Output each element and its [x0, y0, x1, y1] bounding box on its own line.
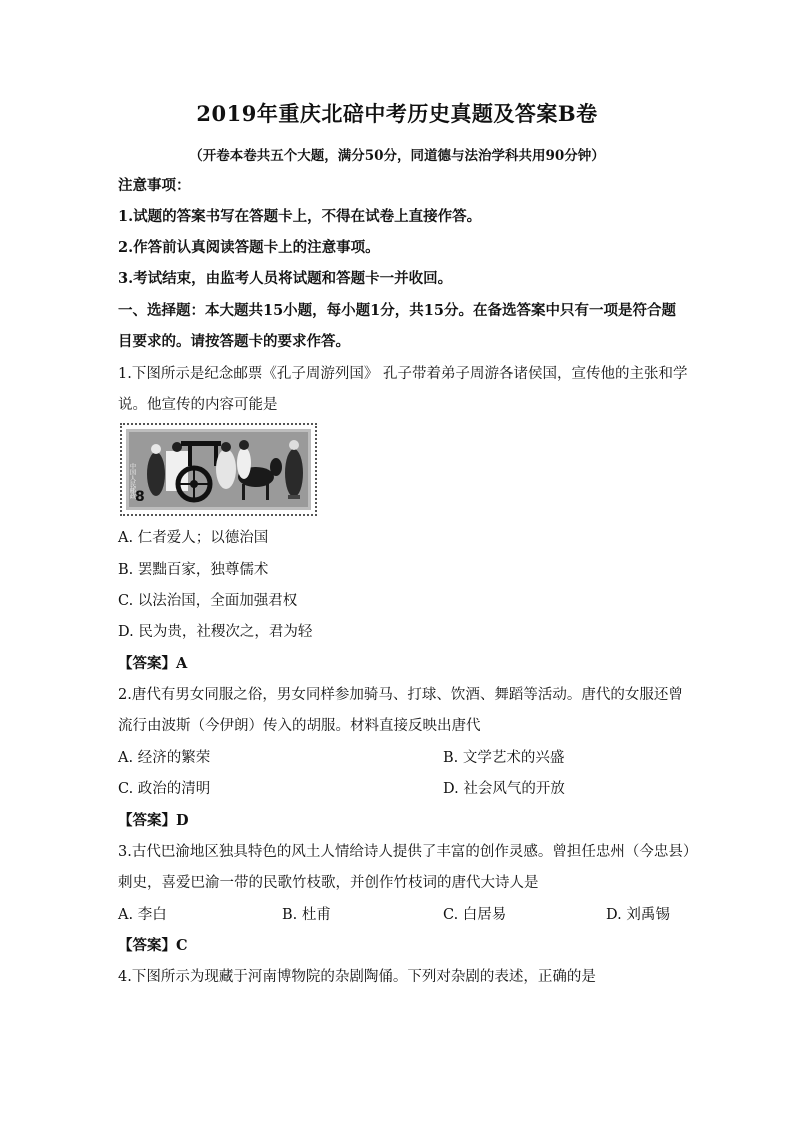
- question-3-answer: 【答案】C: [118, 937, 188, 954]
- question-3-stem-cont: 刺史，喜爱巴渝一带的民歌竹枝歌，并创作竹枝词的唐代大诗人是: [118, 875, 539, 891]
- page-title: 2019年重庆北碚中考历史真题及答案B卷: [196, 101, 598, 126]
- question-1-stem: 1.下图所示是纪念邮票《孔子周游列国》 孔子带着弟子周游各诸侯国，宣传他的主张和学: [118, 366, 688, 382]
- question-3-option-a: A. 李白: [118, 907, 167, 923]
- question-2-answer: 【答案】D: [118, 812, 189, 829]
- question-1-option-a: A. 仁者爱人；以德治国: [118, 530, 269, 546]
- section-heading-cont: 目要求的。请按答题卡的要求作答。: [118, 333, 350, 350]
- question-4-stem: 4.下图所示为现藏于河南博物院的杂剧陶俑。下列对杂剧的表述，正确的是: [118, 969, 596, 985]
- notice-item: 1.试题的答案书写在答题卡上，不得在试卷上直接作答。: [118, 208, 482, 225]
- stamp-country-text: 中国人民邮政: [128, 463, 136, 499]
- question-1-answer: 【答案】A: [118, 655, 188, 672]
- question-1-stem-cont: 说。他宣传的内容可能是: [118, 397, 278, 413]
- exam-subtitle: （开卷本卷共五个大题，满分50分，同道德与法治学科共用90分钟）: [189, 148, 605, 164]
- notice-heading: 注意事项：: [118, 177, 191, 194]
- question-2-option-d: D. 社会风气的开放: [443, 781, 565, 797]
- stamp-illustration: [126, 429, 311, 510]
- stamp-image: [120, 423, 317, 516]
- section-heading: 一、选择题：本大题共15小题，每小题1分，共15分。在备选答案中只有一项是符合题: [118, 302, 676, 319]
- question-1-option-d: D. 民为贵，社稷次之，君为轻: [118, 624, 313, 640]
- stamp-value: 8: [135, 489, 145, 505]
- question-2-stem: 2.唐代有男女同服之俗，男女同样参加骑马、打球、饮酒、舞蹈等活动。唐代的女服还曾: [118, 687, 683, 703]
- question-3-option-b: B. 杜甫: [282, 907, 331, 923]
- question-2-option-b: B. 文学艺术的兴盛: [443, 750, 565, 766]
- question-3-option-c: C. 白居易: [443, 907, 507, 923]
- question-3-option-d: D. 刘禹锡: [606, 907, 670, 923]
- question-2-stem-cont: 流行由波斯（今伊朗）传入的胡服。材料直接反映出唐代: [118, 718, 481, 734]
- question-1-option-c: C. 以法治国，全面加强君权: [118, 593, 298, 609]
- question-3-stem: 3.古代巴渝地区独具特色的风土人情给诗人提供了丰富的创作灵感。曾担任忠州（今忠县）: [118, 844, 698, 860]
- question-2-option-c: C. 政治的清明: [118, 781, 211, 797]
- question-1-option-b: B. 罢黜百家，独尊儒术: [118, 562, 269, 578]
- notice-item: 2.作答前认真阅读答题卡上的注意事项。: [118, 239, 380, 256]
- question-2-option-a: A. 经济的繁荣: [118, 750, 211, 766]
- notice-item: 3.考试结束，由监考人员将试题和答题卡一并收回。: [118, 270, 453, 287]
